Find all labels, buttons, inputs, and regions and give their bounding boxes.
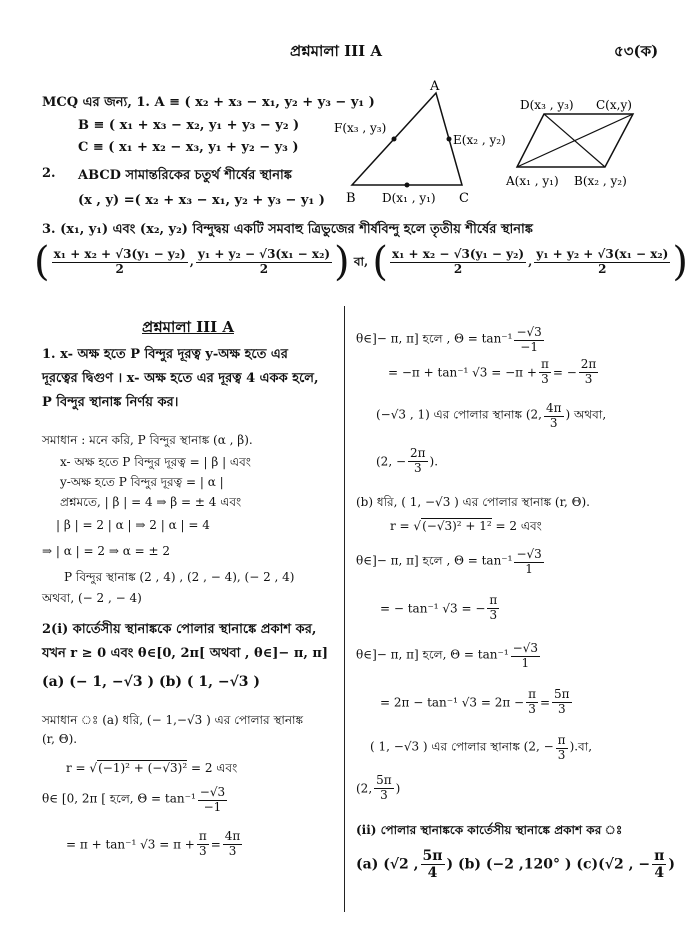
vertex-C-label: C(x,y): [596, 98, 632, 112]
vertex-B-label: B: [346, 191, 356, 206]
page-header-title: প্রশ্নমালা III A: [290, 42, 382, 60]
theta-result-a: = π + tan⁻¹ √3 = π + $\frac{\pi}{3}$ = $\frac{4\pi}{3}$: [66, 829, 241, 858]
r-b-line1: θ∈]− π, π] হলে , Θ = tan⁻¹ $\frac{-√3}{1}$: [356, 547, 542, 576]
parallelogram-diagram: [500, 92, 650, 200]
third-vertex-formula: ( $\frac{\text{x₁ + x₂ + √3(y₁ − y₂)}}{2}$ , $\frac{\text{y₁ + y₂ − √3(x₁ − x₂)}}{2}$ ) বা, ( $\frac{\text{x₁ + x₂ − √3(y₁ − y₂)}}{2}$ , $\frac{\text{y₁ + y₂ + √3(x₁ − x₂)}}{2}$ ): [34, 239, 688, 285]
vertex-B-label: B(x₂ , y₂): [574, 174, 627, 188]
section-title: প্রশ্নমালা III A: [142, 318, 234, 336]
sol1-line1: সমাধান : মনে করি, P বিন্দুর স্থানাঙ্ক (α , β).: [42, 433, 253, 447]
column-divider: [344, 306, 345, 912]
r-polar3: ( 1, −√3 ) এর পোলার স্থানাঙ্ক (2, − $\frac{\pi}{3}$ ).বা,: [370, 733, 593, 762]
triangle-diagram: [330, 78, 506, 208]
theta-line-a: θ∈ [0, 2π [ হলে, Θ = tan⁻¹ $\frac{-√3}{-1}$: [42, 785, 226, 814]
sol1-line7: P বিন্দুর স্থানাঙ্ক (2 , 4) , (2 , − 4), (− 2 , 4): [64, 570, 295, 584]
item3-text: 3. (x₁, y₁) এবং (x₂, y₂) বিন্দুদ্বয় একটি সমবাহু ত্রিভুজের শীর্ষবিন্দু হলে তৃতীয় শীর্ষের স্থানাঙ্ক: [42, 222, 533, 237]
vertex-A-label: A(x₁ , y₁): [506, 174, 559, 188]
vertex-A-label: A: [430, 79, 440, 94]
q2-line2: যখন r ≥ 0 এবং θ∈[0, 2π[ অথবা , θ∈]− π, π]: [42, 646, 329, 661]
sol1-line3: y-অক্ষ হতে P বিন্দুর দূরত্ব = | α |: [60, 475, 224, 489]
r-b-line2: = − tan⁻¹ √3 = − $\frac{\pi}{3}$: [380, 593, 498, 622]
sol1-line8: অথবা, (− 2 , − 4): [42, 591, 142, 605]
r-polar2: (2, − $\frac{2\pi}{3}$ ).: [376, 446, 439, 475]
q2-line1: 2(i) কার্তেসীয় স্থানাঙ্ককে পোলার স্থানাঙ্কে প্রকাশ কর,: [42, 622, 317, 637]
item2-num: 2.: [42, 166, 56, 181]
vertex-D-label: D(x₃ , y₃): [520, 98, 574, 112]
mcq-C: C ≡ ( x₁ + x₂ − x₃, y₁ + y₂ − y₃ ): [78, 140, 299, 155]
midpoint-E-label: E(x₂ , y₂): [453, 133, 506, 147]
mcq-lead: MCQ এর জন্য, 1. A ≡ ( x₂ + x₃ − x₁, y₂ + y₃ − y₁ ): [42, 95, 375, 110]
r-b-line4: = 2π − tan⁻¹ √3 = 2π − $\frac{\pi}{3}$ = $\frac{5\pi}{3}$: [380, 687, 570, 716]
sol2-line2: (r, Θ).: [42, 732, 78, 746]
q1-line2: দূরত্বের দ্বিগুণ । x- অক্ষ হতে এর দূরত্ব 4 একক হলে,: [42, 371, 319, 386]
r-calc-a: r = √(−1)² + (−√3)² = 2 এবং: [66, 761, 238, 775]
r-b-r-calc: r = √(−√3)² + 1² = 2 এবং: [390, 519, 542, 533]
q2-parts: (a) (− 1, −√3 ) (b) ( 1, −√3 ): [42, 674, 261, 690]
q1-line1: 1. x- অক্ষ হতে P বিন্দুর দূরত্ব y-অক্ষ হতে এর: [42, 347, 288, 362]
sol1-line5: | β | = 2 | α | ⇒ 2 | α | = 4: [56, 518, 210, 532]
r-polar1: (−√3 , 1) এর পোলার স্থানাঙ্ক (2, $\frac{4\pi}{3}$ ) অথবা,: [376, 401, 607, 430]
q1-line3: P বিন্দুর স্থানাঙ্ক নির্ণয় কর।: [42, 395, 179, 410]
r-line1: θ∈]− π, π] হলে , Θ = tan⁻¹ $\frac{-√3}{-1}$: [356, 325, 542, 354]
mcq-B: B ≡ ( x₁ + x₃ − x₂, y₁ + y₃ − y₂ ): [78, 118, 300, 133]
page-number: ৫৩(ক): [614, 42, 659, 60]
sol1-line6: ⇒ | α | = 2 ⇒ α = ± 2: [42, 544, 170, 558]
item2-text: ABCD সামান্তরিকের চতুর্থ শীর্ষের স্থানাঙ্ক: [78, 168, 292, 183]
ii-head: (ii) পোলার স্থানাঙ্ককে কার্তেসীয় স্থানাঙ্কে প্রকাশ কর ঃ: [356, 823, 623, 837]
r-polar4: (2, $\frac{5\pi}{3}$ ): [356, 773, 401, 802]
r-b-head: (b) ধরি, ( 1, −√3 ) এর পোলার স্থানাঙ্ক (r, Θ).: [356, 495, 590, 509]
midpoint-D-label: D(x₁ , y₁): [382, 191, 436, 205]
sol1-line2: x- অক্ষ হতে P বিন্দুর দূরত্ব = | β | এবং: [60, 455, 251, 469]
vertex-C-label: C: [459, 191, 469, 206]
sol1-line4: প্রশ্নমতে, | β | = 4 ⇒ β = ± 4 এবং: [60, 495, 242, 509]
midpoint-F-label: F(x₃ , y₃): [334, 121, 387, 135]
sol2-line1: সমাধান ঃ (a) ধরি, (− 1,−√3 ) এর পোলার স্থানাঙ্ক: [42, 713, 304, 727]
r-b-line3: θ∈]− π, π] হলে, Θ = tan⁻¹ $\frac{-√3}{1}$: [356, 641, 538, 670]
r-line2: = −π + tan⁻¹ √3 = −π + $\frac{\pi}{3}$ = − $\frac{2\pi}{3}$: [388, 357, 597, 386]
item2-formula: (x , y) =( x₂ + x₃ − x₁, y₂ + y₃ − y₁ ): [78, 193, 325, 208]
ii-parts: (a) (√2 , $\frac{5\pi}{4}$ ) (b) (−2 ,120° ) (c)(√2 , − $\frac{\pi}{4}$ ): [356, 848, 675, 882]
